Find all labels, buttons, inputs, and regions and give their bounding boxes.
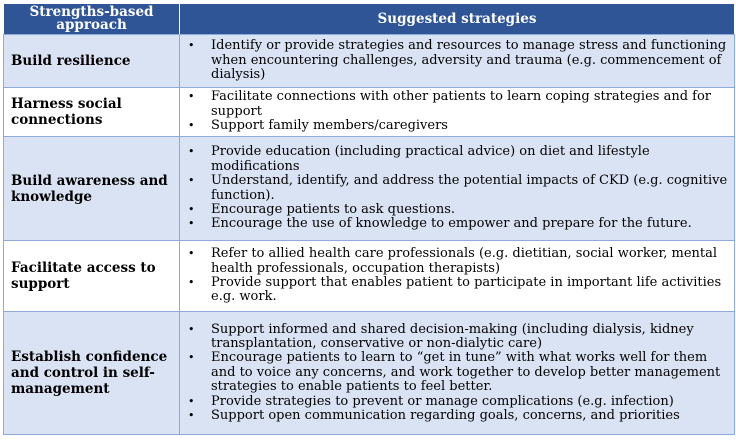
approach-cell: Harness social connections (4, 88, 180, 137)
bullet-icon: • (188, 174, 195, 188)
bullet-icon: • (188, 322, 195, 336)
strategies-cell (180, 88, 735, 137)
strategy-list (180, 247, 734, 305)
strategy-text: Refer to allied health care professionals (e.g. dietitian, social worker, mental health professionals, occupation therapists) (211, 246, 718, 276)
strategy-list (180, 323, 734, 424)
list-item (180, 217, 734, 231)
bullet-icon: • (188, 39, 195, 53)
list-item (180, 323, 734, 352)
strategy-text: Understand, identify, and address the potential impacts of CKD (e.g. cognitive function). (211, 173, 728, 203)
list-item (180, 395, 734, 409)
table-row (4, 35, 735, 88)
bullet-icon: • (188, 409, 195, 423)
table-row (4, 241, 735, 312)
list-item (180, 351, 734, 394)
strategy-list (180, 39, 734, 82)
strategies-cell (180, 35, 735, 88)
list-item (180, 247, 734, 276)
table-row (4, 312, 735, 435)
strategies-cell (180, 137, 735, 241)
approach-cell: Build awareness and knowledge (4, 137, 180, 241)
strategy-text: Provide support that enables patient to participate in important life activities e.g. work. (211, 275, 722, 305)
header-strategies: Suggested strategies (180, 4, 735, 35)
list-item (180, 145, 734, 174)
strategy-text: Encourage patients to ask questions. (211, 201, 456, 217)
list-item (180, 174, 734, 203)
list-item (180, 276, 734, 305)
list-item (180, 39, 734, 82)
approach-cell: Establish confidence and control in self-management (4, 312, 180, 435)
strategy-text: Encourage the use of knowledge to empower and prepare for the future. (211, 216, 692, 232)
table-row (4, 137, 735, 241)
list-item (180, 90, 734, 119)
bullet-icon: • (188, 217, 195, 231)
bullet-icon: • (188, 90, 195, 104)
strategies-cell (180, 312, 735, 435)
bullet-icon: • (188, 145, 195, 159)
bullet-icon: • (188, 394, 195, 408)
strategy-text: Provide education (including practical advice) on diet and lifestyle modifications (211, 144, 650, 174)
strategy-text: Support family members/caregivers (211, 118, 448, 134)
list-item (180, 203, 734, 217)
strategy-text: Support informed and shared decision-making (including dialysis, kidney transplantation, conservative or non-dialytic care) (211, 321, 694, 351)
strategies-cell (180, 241, 735, 312)
bullet-icon: • (188, 276, 195, 289)
strategy-list (180, 145, 734, 231)
strategy-text: Provide strategies to prevent or manage complications (e.g. infection) (211, 393, 674, 409)
strategy-text: Facilitate connections with other patients to learn coping strategies and for support (211, 89, 712, 119)
bullet-icon: • (188, 119, 195, 133)
list-item (180, 119, 734, 133)
strategies-table (3, 3, 735, 435)
bullet-icon: • (188, 351, 195, 365)
strategy-text: Encourage patients to learn to “get in tune” with what works well for them and to voice any concerns, and work together to develop better management strategies to enable patients to feel better. (211, 350, 721, 395)
header-approach: Strengths-based approach (4, 4, 180, 35)
strategy-list (180, 90, 734, 133)
approach-cell: Facilitate access to support (4, 241, 180, 312)
list-item (180, 409, 734, 423)
strategy-text: Support open communication regarding goals, concerns, and priorities (211, 408, 680, 424)
approach-cell: Build resilience (4, 35, 180, 88)
bullet-icon: • (188, 247, 195, 261)
bullet-icon: • (188, 202, 195, 216)
table-row (4, 88, 735, 137)
strategy-text: Identify or provide strategies and resources to manage stress and functioning when encountering challenges, adversity and trauma (e.g. commencement of dialysis) (211, 38, 727, 83)
header-row (4, 4, 735, 35)
